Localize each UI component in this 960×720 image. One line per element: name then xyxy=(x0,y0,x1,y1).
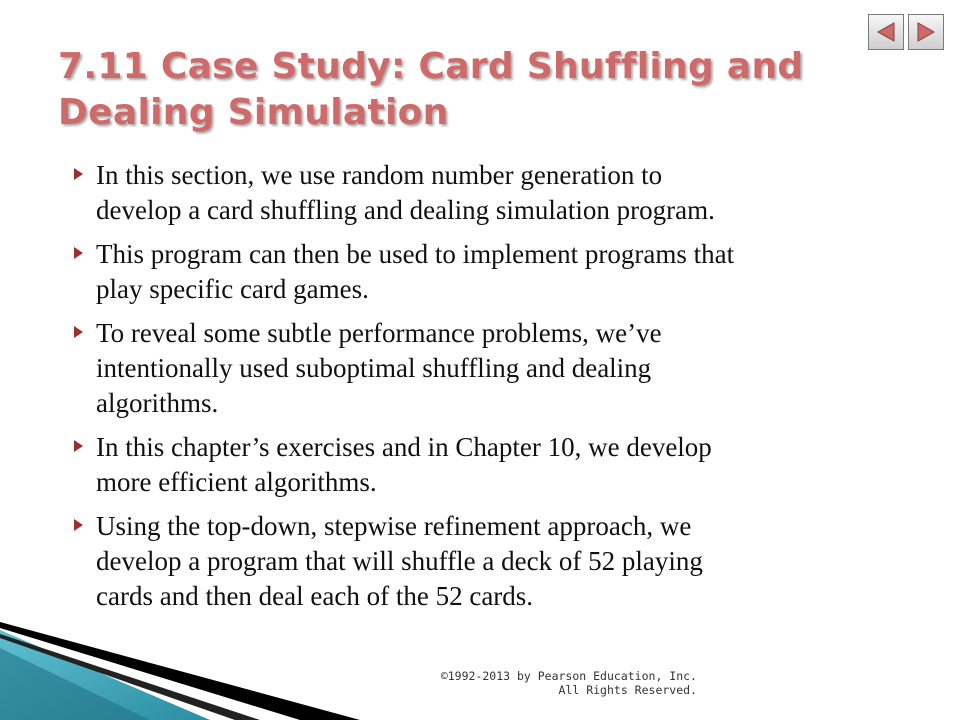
bullet-text-line: cards and then deal each of the 52 cards. xyxy=(96,581,534,611)
triangle-left-icon xyxy=(874,20,898,44)
bullet-text-line: To reveal some subtle performance problems, we’ve xyxy=(96,318,662,348)
slide-navigation xyxy=(868,14,944,50)
triangle-right-icon xyxy=(914,20,938,44)
bullet-text-line: develop a card shuffling and dealing simulation program. xyxy=(96,195,715,225)
bullet-item xyxy=(68,237,898,307)
bullet-item xyxy=(68,430,898,500)
bullet-list xyxy=(68,158,898,623)
slide-title xyxy=(58,44,858,136)
next-slide-button[interactable] xyxy=(908,14,944,50)
bullet-arrow-icon xyxy=(74,326,83,338)
bullet-text-line: develop a program that will shuffle a deck of 52 playing xyxy=(96,546,703,576)
bullet-text-line: intentionally used suboptimal shuffling and dealing xyxy=(96,353,652,383)
bullet-text-line: Using the top-down, stepwise refinement approach, we xyxy=(96,511,692,541)
bullet-arrow-icon xyxy=(74,247,83,259)
bullet-text-line: play specific card games. xyxy=(96,274,369,304)
bullet-arrow-icon xyxy=(74,168,83,180)
bullet-text-line: algorithms. xyxy=(96,388,219,418)
title-line: 7.11 Case Study: Card Shuffling and xyxy=(58,46,804,87)
bullet-text-line: In this chapter’s exercises and in Chapter 10, we develop xyxy=(96,432,712,462)
copyright-line: ©1992-2013 by Pearson Education, Inc. xyxy=(440,669,697,683)
previous-slide-button[interactable] xyxy=(868,14,904,50)
bullet-text-line: This program can then be used to implement programs that xyxy=(96,239,735,269)
bullet-arrow-icon xyxy=(74,519,83,531)
copyright-line: All Rights Reserved. xyxy=(558,683,697,697)
corner-decoration xyxy=(0,590,380,720)
bullet-item xyxy=(68,158,898,228)
bullet-text-line: In this section, we use random number generation to xyxy=(96,160,663,190)
bullet-item xyxy=(68,316,898,421)
bullet-arrow-icon xyxy=(74,440,83,452)
bullet-text-line: more efficient algorithms. xyxy=(96,467,377,497)
title-line: Dealing Simulation xyxy=(58,92,449,133)
copyright-notice xyxy=(441,669,697,697)
